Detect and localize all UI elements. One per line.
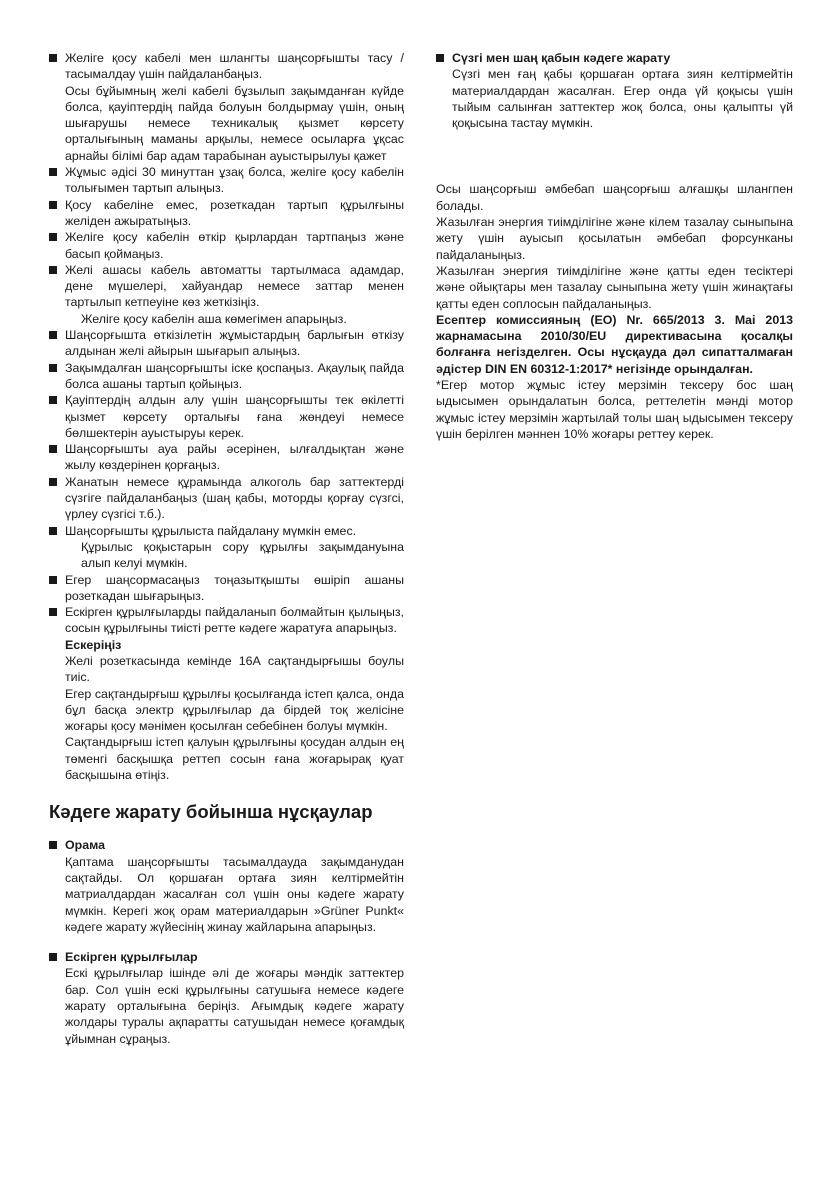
square-bullet-icon <box>49 331 57 339</box>
spacer <box>436 131 793 181</box>
disposal-item-text: Қаптама шаңсорғышты тасымалдауда зақымданудан сақтайды. Ол қоршаған ортаға зиян келтірмейтін матриалдардан жасалған сол үшін оны кәдеге жарату мүмкін. Керегі жоқ орам материалдарын »Grüner Punkt« кәдеге жарату жүйесінің жинау жайларына апарыңыз. <box>65 854 404 934</box>
square-bullet-icon <box>49 445 57 453</box>
safety-item <box>49 262 404 327</box>
safety-item <box>49 474 404 523</box>
filter-disposal-text: Сүзгі мен ғаң қабы қоршаған ортаға зиян келтірмейтін материалдардан жасалған. Егер онда үй қоқысы үшін тыйым салынған заттектер жоқ болса, оны қалыпты үй қоқысына тастау мүмкін. <box>452 67 793 131</box>
note-paragraph: Егер сақтандырғыш құрылғы қосылғанда істеп қалса, онда бұл басқа электр құрылғылар да бірдей тоқ желісіне жоғары қосу мәнімен қосылған себебінен болуы мүмкін. <box>65 686 404 734</box>
safety-item-sub: Құрылыс қоқыстарын сору құрылғы зақымдануына алып келуі мүмкін. <box>81 539 404 571</box>
safety-item-text: Желіге қосу кабелін өткір қырлардан тартпаңыз және басып қоймаңыз. <box>65 230 404 261</box>
safety-item <box>49 441 404 474</box>
info-paragraph: Осы шаңсорғыш әмбебап шаңсорғыш алғашқы шлангпен болады. <box>436 182 793 213</box>
safety-item <box>49 197 404 230</box>
footnote-paragraph: *Егер мотор жұмыс істеу мерзімін тексеру бос шаң ыдысымен орындалатын болса, реттелетін мәнді мотор жұмыс істеу мерзімін жартылай толы шаң ыдысымен тексеру үшін берілген мәннен 10% жоғары реттеу керек. <box>436 378 793 441</box>
square-bullet-icon <box>49 576 57 584</box>
disposal-item-title: Ескірген құрылғылар <box>65 950 198 965</box>
square-bullet-icon <box>49 201 57 209</box>
info-paragraph: Жазылған энергия тиімділігіне және кілем тазалау сыныпына жету үшін ауысып қосылатын әмбебап форсунканы пайдаланыңыз. <box>436 215 793 262</box>
left-column <box>49 50 404 1047</box>
disposal-heading: Кәдеге жарату бойынша нұсқаулар <box>49 801 373 823</box>
square-bullet-icon <box>49 841 57 849</box>
safety-item <box>49 523 404 572</box>
safety-item-text: Желіге қосу кабелі мен шлангты шаңсорғышты тасу / тасымалдау үшін пайдаланбаңыз. <box>65 51 404 82</box>
safety-item-sub: Желіге қосу кабелін аша көмегімен апарыңыз. <box>81 311 347 326</box>
safety-item-text: Желі ашасы кабель автоматты тартылмаса адамдар, дене мүшелері, хайуандар немесе заттар менен тартылып кетпеуіне көз жеткізіңіз. <box>65 262 404 310</box>
disposal-item <box>49 949 404 1047</box>
safety-item-text: Егер шаңсормасаңыз тоңазытқышты өшіріп ашаны розеткадан шығарыңыз. <box>65 572 404 603</box>
disposal-item-text: Ескі құрылғылар ішінде әлі де жоғары мәндік заттектер бар. Сол үшін ескі құрылғыны сатушыға немесе кәдеге жарату орталығына беріңіз. Ағымдық кәдеге жарату жолдары туралы ақпаратты сатушыдан немесе қоғамдық ұйымнан сұраңыз. <box>65 966 404 1046</box>
note-paragraph: Желі розеткасында кемінде 16А сақтандырғышы боулы тиіс. <box>65 653 404 685</box>
safety-item-text: Зақымдалған шаңсорғышты іске қоспаңыз. Ақаулық пайда болса ашаны тартып қойыңыз. <box>65 360 404 391</box>
info-paragraph: Жазылған энергия тиімділігіне және қатты еден тесіктері және ойықтары мен тазалау сыныпына жету үшін жинақтағы қатты еден соплосын пайдаланыңыз. <box>436 263 793 311</box>
square-bullet-icon <box>49 54 57 62</box>
safety-item-text: Қауіптердің алдын алу үшін шаңсорғышты тек өкілетті қызмет көрсету орталығы ғана жөндеуі немесе бөлшектерін ауыстыруы керек. <box>65 393 404 440</box>
safety-item <box>49 229 404 262</box>
safety-item-extra: Осы бұйымның желі кабелі бұзылып зақымданған күйде болса, қауіптердің пайда болуын болдырмау үшін, оның шығарушы немесе техникалық қызмет көрсету орталығының маманы арқылы, немесе осыларға ұқсас арнайы білімі бар адам тарабынан ауыстырылуы қажет <box>65 83 404 163</box>
disposal-item-title: Орама <box>65 838 105 853</box>
square-bullet-icon <box>49 527 57 535</box>
right-column <box>436 50 793 442</box>
safety-item <box>49 604 404 783</box>
safety-item-text: Шаңсорғышты ауа райы әсерінен, ылғалдықтан және жылу көздерінен қорғаңыз. <box>65 442 404 473</box>
square-bullet-icon <box>436 54 444 62</box>
disposal-item <box>49 837 404 935</box>
safety-item <box>49 327 404 360</box>
square-bullet-icon <box>49 233 57 241</box>
safety-item-text: Қосу кабеліне емес, розеткадан тартып құрылғыны желіден ажыратыңыз. <box>65 197 404 228</box>
safety-item <box>49 50 404 164</box>
note-paragraph: Сақтандырғыш істеп қалуын құрылғыны қосудан алдын ең төменгі басқышқа реттеп сосын ғана жоғарырақ қуат басқышына өтіңіз. <box>65 735 404 783</box>
filter-disposal-item <box>436 50 793 131</box>
square-bullet-icon <box>49 168 57 176</box>
spacer <box>49 935 404 949</box>
filter-disposal-title: Сүзгі мен шаң қабын кәдеге жарату <box>452 51 671 65</box>
regulation-paragraph: Есептер комиссияның (ЕО) Nr. 665/2013 3. Mai 2013 жарнамасына 2010/30/EU директивасына қосалқы болғанға негізделген. Осы нұсқауда дәл сипатталмаған әдістер DIN EN 60312-1:2017* негізінде орындалған. <box>436 312 793 376</box>
safety-item-text: Шаңсорғышты құрылыста пайдалану мүмкін емес. <box>65 523 357 538</box>
note-title: Ескеріңіз <box>65 637 122 652</box>
safety-item <box>49 572 404 605</box>
safety-item-text: Жанатын немесе құрамында алкоголь бар заттектерді сүзгіге пайдаланбаңыз (шаң қабы, моторды қорғау сүзгсі, үрлеу сүзгісі т.б.). <box>65 474 404 522</box>
safety-item-text: Шаңсорғышта өткізілетін жұмыстардың барлығын өткізу алдынан желі айырын шығарып алыңыз. <box>65 328 404 359</box>
square-bullet-icon <box>49 953 57 961</box>
square-bullet-icon <box>49 364 57 372</box>
square-bullet-icon <box>49 608 57 616</box>
safety-item <box>49 164 404 197</box>
safety-item-text: Ескірген құрылғыларды пайдаланып болмайтын қылыңыз, сосын құрылғыны тиісті ретте кәдеге жаратуға апарыңыз. <box>65 605 404 636</box>
safety-item-text: Жұмыс әдісі 30 минуттан ұзақ болса, желіге қосу кабелін толығымен тартып алыңыз. <box>65 165 404 196</box>
safety-item <box>49 392 404 441</box>
safety-item <box>49 360 404 393</box>
square-bullet-icon <box>49 396 57 404</box>
square-bullet-icon <box>49 266 57 274</box>
square-bullet-icon <box>49 478 57 486</box>
